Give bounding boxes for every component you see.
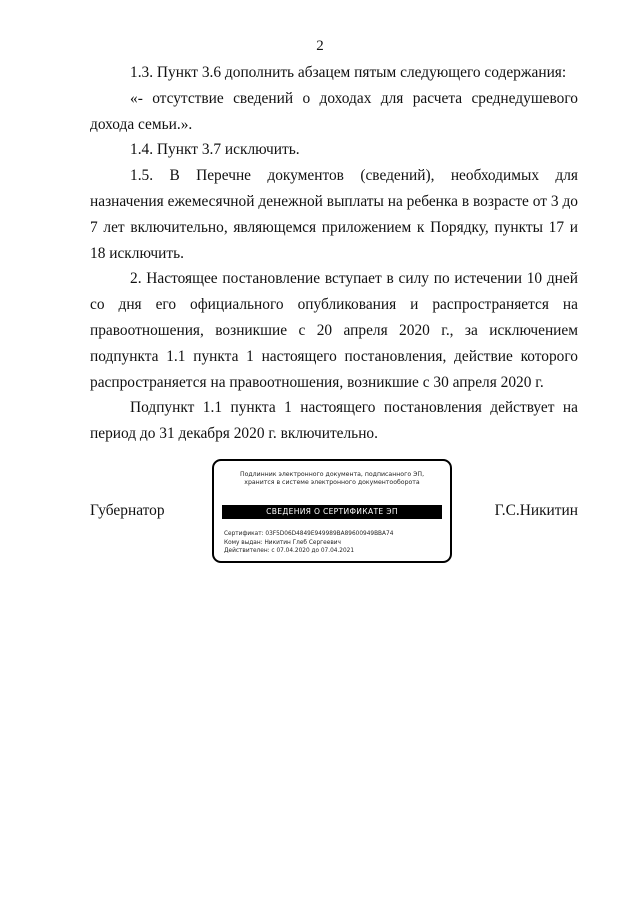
page-number: 2 [316,38,324,54]
paragraph-1-4: 1.4. Пункт 3.7 исключить. [130,141,300,159]
paragraph-1-3: 1.3. Пункт 3.6 дополнить абзацем пятым следующего содержания: [130,64,567,81]
signatory-title: Губернатор [90,502,165,519]
signature-block [0,459,640,569]
stamp-header [214,471,450,488]
paragraph-subpoint: Подпункт 1.1 пункта 1 настоящего постановления действует на период до 31 декабря 2020 г. включительно. [90,399,578,443]
stamp-banner: СВЕДЕНИЯ О СЕРТИФИКАТЕ ЭП [222,505,442,519]
stamp-issued-to: Кому выдан: Никитин Глеб Сергеевич [224,539,341,546]
stamp-header-line-2: хранится в системе электронного документооборота [244,479,420,487]
electronic-signature-stamp [212,459,452,563]
stamp-certificate: Сертификат: 03F5D06D4849E949989BA89600949BBA74 [224,531,394,537]
signatory-name: Г.С.Никитин [494,502,578,519]
paragraph-1-5: 1.5. В Перечне документов (сведений), необходимых для назначения ежемесячной денежной выплаты на ребенка в возрасте от 3 до 7 лет включительно, являющемся приложением к Порядку, пункты 17 и 18 исключить. [90,167,578,262]
stamp-validity: Действителен: с 07.04.2020 до 07.04.2021 [224,548,355,555]
paragraph-quote: «- отсутствие сведений о доходах для расчета среднедушевого дохода семьи.». [90,89,578,133]
stamp-details [224,530,444,556]
paragraph-2: 2. Настоящее постановление вступает в силу по истечении 10 дней со дня его официального опубликования и распространяется на правоотношения, возникшие с 20 апреля 2020 г., за исключением подпункта 1.1 пункта 1 настоящего постановления, действие которого распространяется на правоотношения, возникшие с 30 апреля 2020 г. [90,270,578,391]
document-body [90,60,578,447]
stamp-header-line-1: Подлинник электронного документа, подписанного ЭП, [239,471,425,478]
